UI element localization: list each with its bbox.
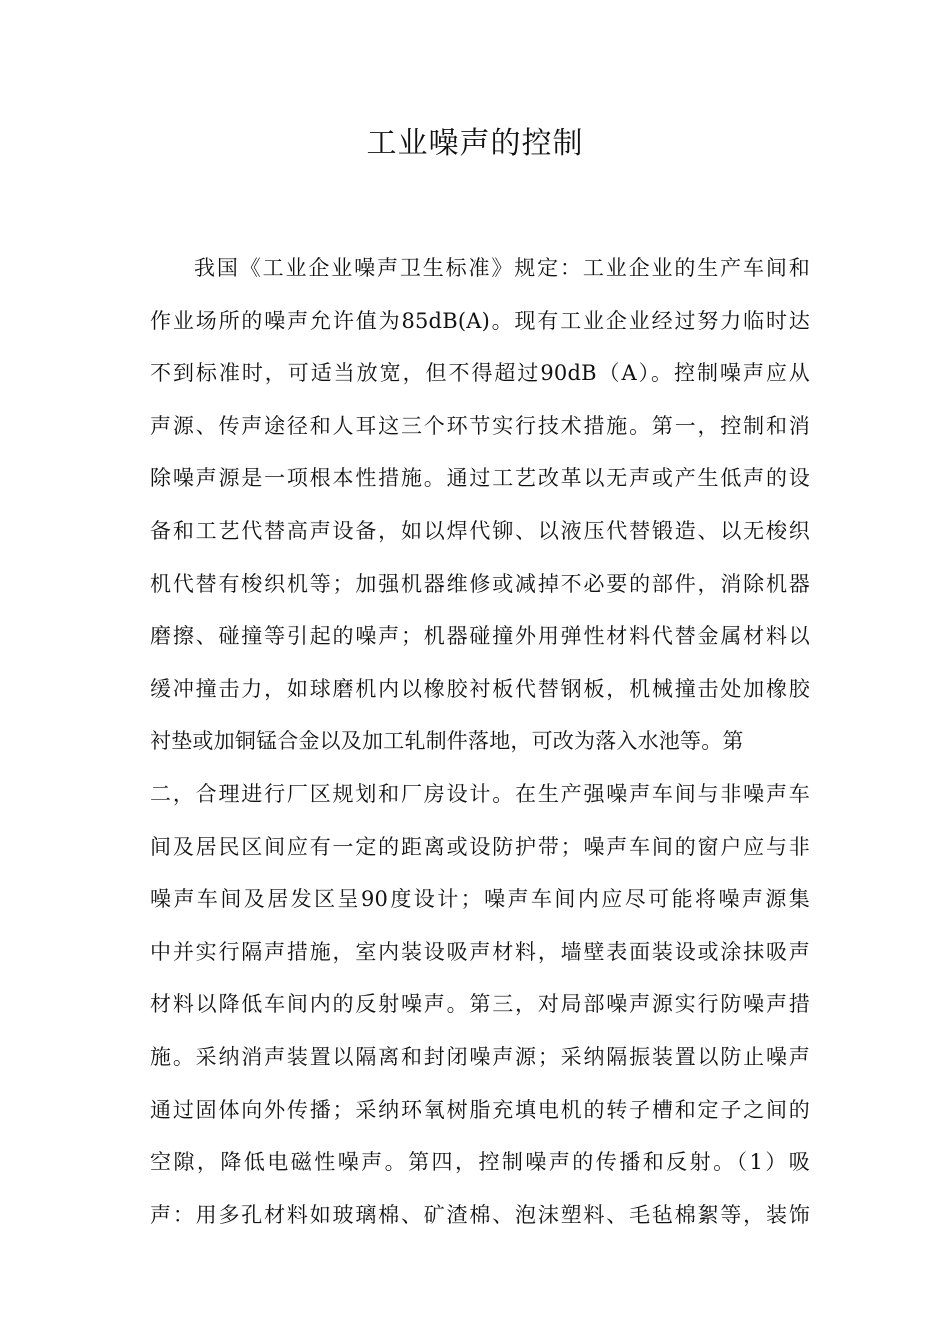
text-line: 中并实行隔声措施，室内装设吸声材料，墙壁表面装设或涂抹吸声 xyxy=(150,939,810,964)
text-line: 二，合理进行厂区规划和厂房设计。在生产强噪声车间与非噪声车 xyxy=(150,781,810,806)
text-line: 声：用多孔材料如玻璃棉、矿渣棉、泡沫塑料、毛毡棉絮等，装饰 xyxy=(150,1202,810,1227)
text-line: 材料以降低车间内的反射噪声。第三，对局部噪声源实行防噪声措 xyxy=(150,992,810,1017)
text-line: 声源、传声途径和人耳这三个环节实行技术措施。第一，控制和消 xyxy=(150,413,810,438)
text-line: 不到标准时，可适当放宽，但不得超过90dB（A）。控制噪声应从 xyxy=(150,361,810,386)
text-line: 空隙，降低电磁性噪声。第四，控制噪声的传播和反射。（1）吸 xyxy=(150,1150,810,1175)
text-line: 通过固体向外传播；采纳环氧树脂充填电机的转子槽和定子之间的 xyxy=(150,1097,810,1122)
text-line: 备和工艺代替高声设备，如以焊代铆、以液压代替锻造、以无梭织 xyxy=(150,518,810,543)
text-line: 噪声车间及居发区呈90度设计；噪声车间内应尽可能将噪声源集 xyxy=(150,887,810,912)
document-title: 工业噪声的控制 xyxy=(366,126,584,161)
body-paragraph xyxy=(150,246,810,1245)
text-line: 衬垫或加铜锰合金以及加工轧制件落地，可改为落入水池等。第 xyxy=(150,729,744,754)
text-line: 我国《工业企业噪声卫生标准》规定：工业企业的生产车间和 xyxy=(194,256,810,280)
text-line: 缓冲撞击力，如球磨机内以橡胶衬板代替钢板，机械撞击处加橡胶 xyxy=(150,676,810,701)
text-line: 磨擦、碰撞等引起的噪声；机器碰撞外用弹性材料代替金属材料以 xyxy=(150,624,810,649)
text-line: 作业场所的噪声允许值为85dB(A)。现有工业企业经过努力临时达 xyxy=(150,308,810,333)
text-line: 除噪声源是一项根本性措施。通过工艺改革以无声或产生低声的设 xyxy=(150,466,810,491)
text-line: 机代替有梭织机等；加强机器维修或减掉不必要的部件，消除机器 xyxy=(150,571,810,596)
text-line: 施。采纳消声装置以隔离和封闭噪声源；采纳隔振装置以防止噪声 xyxy=(150,1044,810,1069)
text-line: 间及居民区间应有一定的距离或设防护带；噪声车间的窗户应与非 xyxy=(150,834,810,859)
